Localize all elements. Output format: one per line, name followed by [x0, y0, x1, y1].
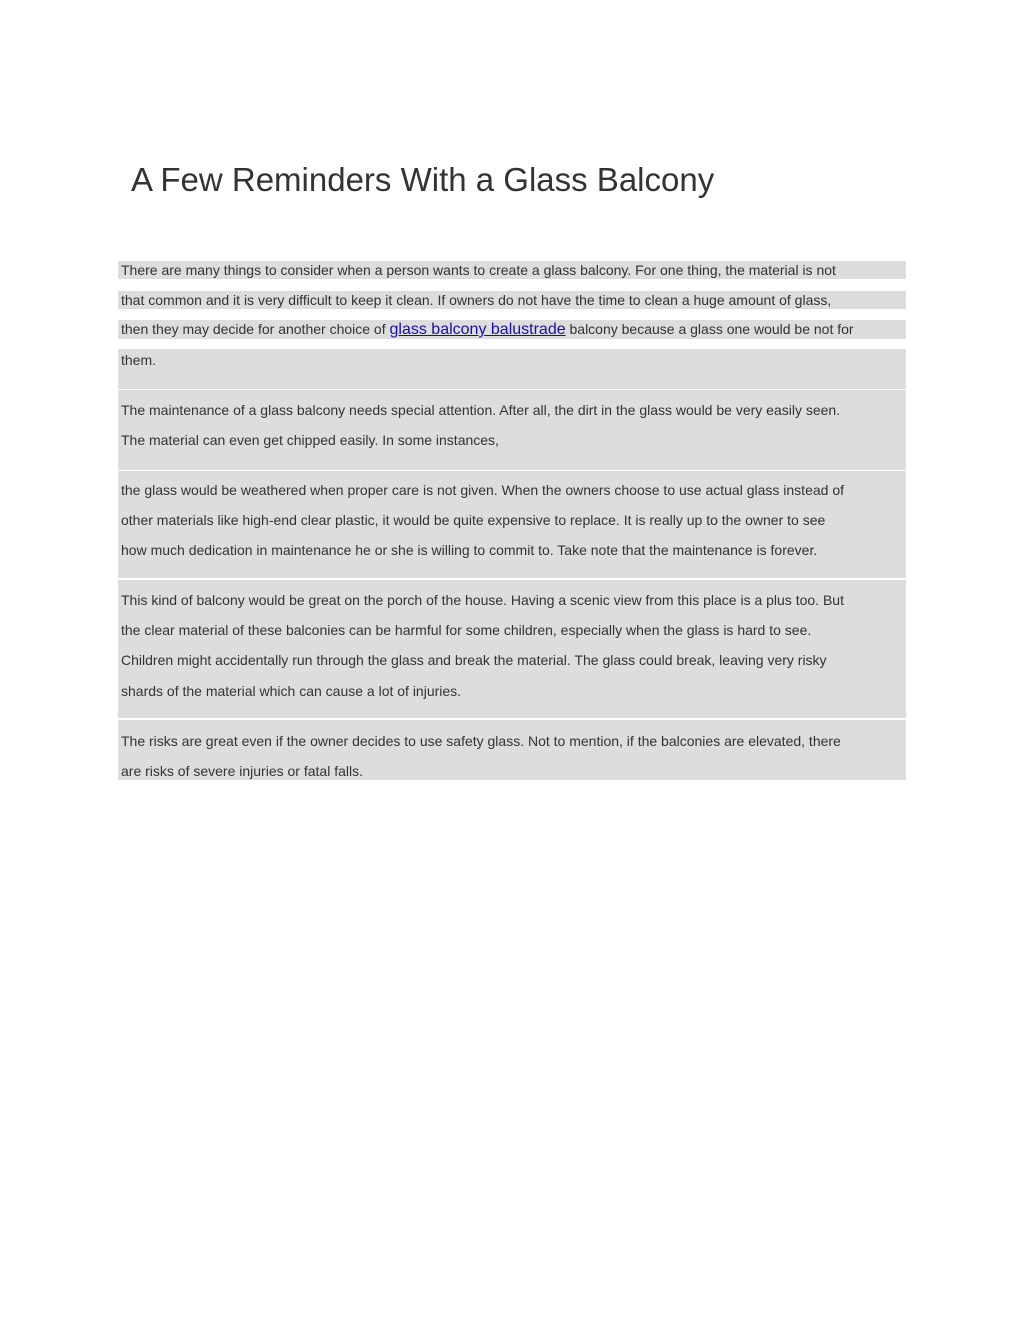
text-line: The risks are great even if the owner decides to use safety glass. Not to mention, if the balconies are elevated, there — [121, 733, 841, 749]
text-segment: then they may decide for another choice of — [121, 321, 390, 337]
text-line: This kind of balcony would be great on the porch of the house. Having a scenic view from this place is a plus too. But — [121, 592, 844, 608]
text-line: There are many things to consider when a person wants to create a glass balcony. For one thing, the material is not — [118, 261, 906, 279]
glass-balcony-balustrade-link[interactable]: glass balcony balustrade — [389, 321, 566, 338]
text-line: how much dedication in maintenance he or she is willing to commit to. Take note that the maintenance is forever. — [121, 542, 818, 558]
text-line: them. — [121, 352, 157, 368]
text-segment: balcony because a glass one would be not for — [565, 321, 854, 337]
page-title: A Few Reminders With a Glass Balcony — [131, 161, 715, 198]
text-line: The material can even get chipped easily. In some instances, — [121, 432, 499, 448]
text-line: shards of the material which can cause a lot of injuries. — [121, 683, 462, 699]
text-line: are risks of severe injuries or fatal falls. — [121, 763, 363, 779]
text-line: Children might accidentally run through the glass and break the material. The glass could break, leaving very risky — [121, 652, 827, 668]
text-line — [118, 320, 906, 339]
text-line: The maintenance of a glass balcony needs special attention. After all, the dirt in the glass would be very easily seen. — [121, 402, 841, 418]
text-line: that common and it is very difficult to keep it clean. If owners do not have the time to clean a huge amount of glass, — [118, 291, 906, 309]
text-line: the glass would be weathered when proper care is not given. When the owners choose to use actual glass instead of — [121, 482, 844, 498]
text-line: other materials like high-end clear plastic, it would be quite expensive to replace. It is really up to the owner to see — [121, 512, 826, 528]
highlight-band — [118, 349, 906, 389]
text-line: the clear material of these balconies can be harmful for some children, especially when the glass is hard to see. — [121, 622, 812, 638]
